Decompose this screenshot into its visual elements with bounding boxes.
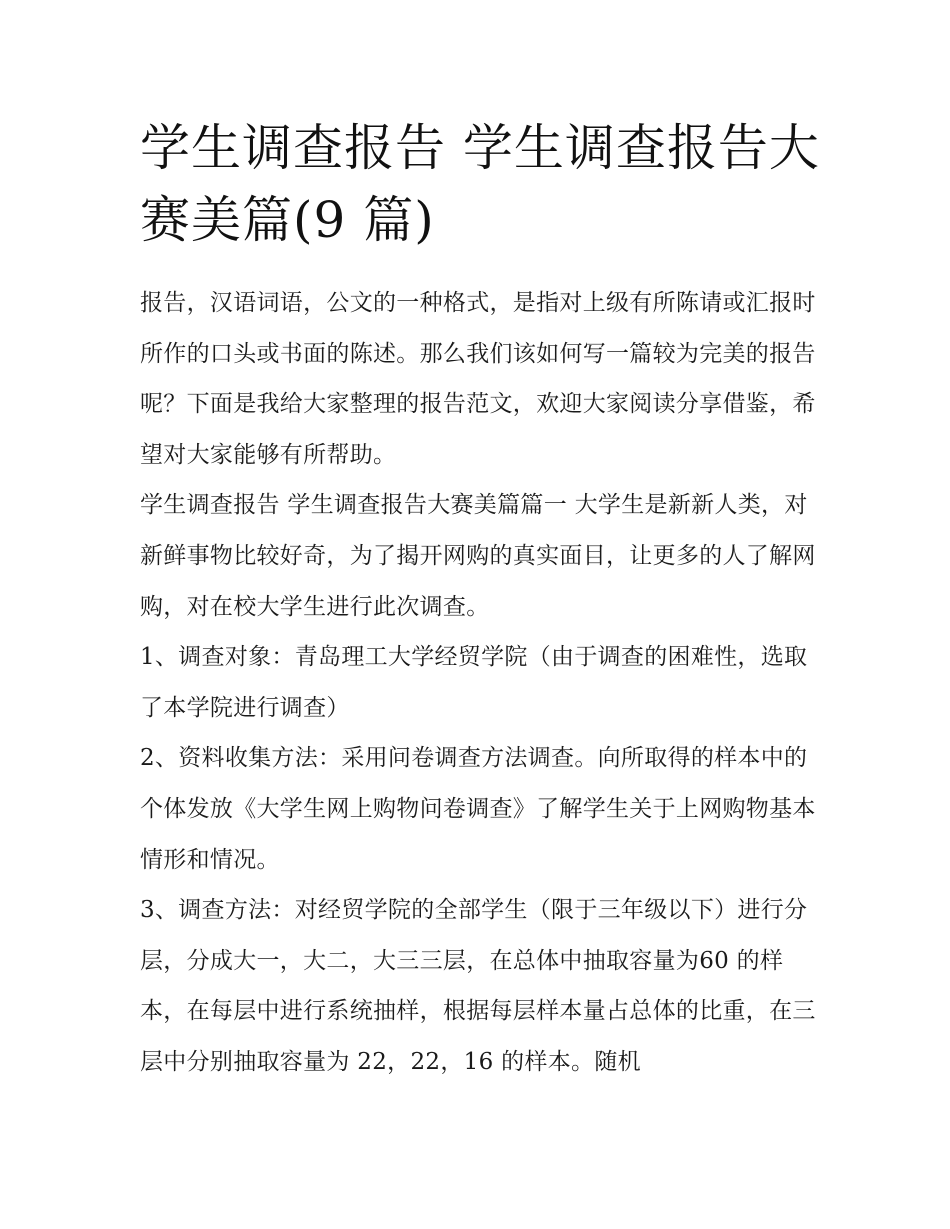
document-title: 学生调查报告 学生调查报告大赛美篇(9 篇) — [140, 119, 820, 249]
document-body — [140, 278, 820, 1088]
paragraph-data-collection: 2、资料收集方法：采用问卷调查方法调查。向所取得的样本中的个体发放《大学生网上购物问卷调查》了解学生关于上网购物基本情形和情况。 — [140, 745, 816, 873]
paragraph-survey-method: 3、调查方法：对经贸学院的全部学生（限于三年级以下）进行分层，分成大一，大二，大三三层，在总体中抽取容量为60 的样本，在每层中进行系统抽样，根据每层样本量占总体的比重，在三层中分别抽取容量为 22，22，16 的样本。随机 — [140, 897, 816, 1075]
paragraph-intro: 报告，汉语词语，公文的一种格式，是指对上级有所陈请或汇报时所作的口头或书面的陈述。那么我们该如何写一篇较为完美的报告呢？下面是我给大家整理的报告范文，欢迎大家阅读分享借鉴，希望对大家能够有所帮助。 — [140, 290, 816, 468]
document-page — [140, 112, 820, 1088]
paragraph-section-one: 学生调查报告 学生调查报告大赛美篇篇一 大学生是新新人类，对新鲜事物比较好奇，为了揭开网购的真实面目，让更多的人了解网购，对在校大学生进行此次调查。 — [140, 492, 816, 620]
paragraph-survey-subject: 1、调查对象：青岛理工大学经贸学院（由于调查的困难性，选取了本学院进行调查） — [140, 644, 808, 721]
